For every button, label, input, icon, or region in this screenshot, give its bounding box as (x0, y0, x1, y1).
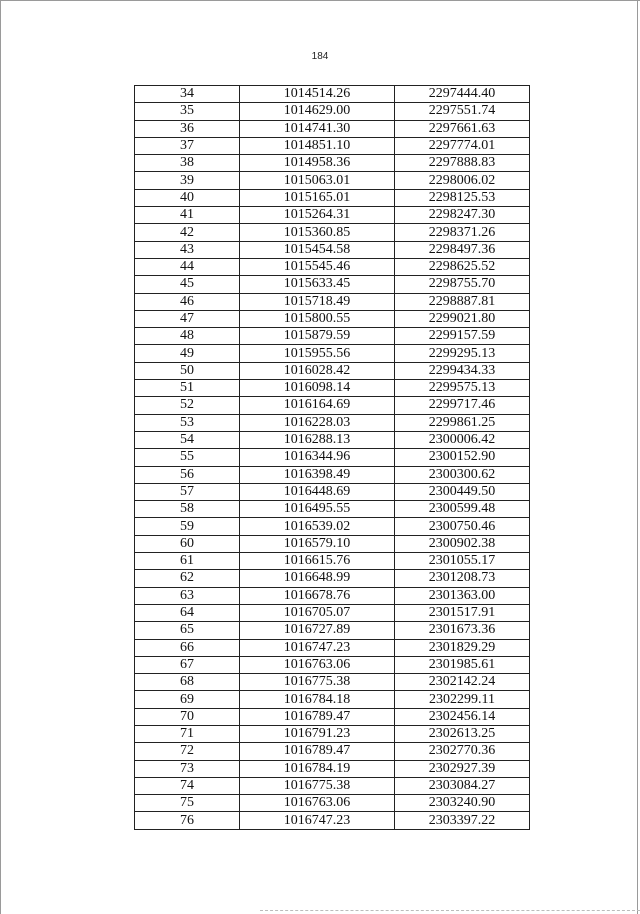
table-row (135, 674, 530, 691)
x-coordinate-cell: 1016784.18 (240, 691, 395, 708)
y-coordinate-cell: 2298371.26 (395, 224, 530, 241)
x-coordinate-cell: 1016747.23 (240, 639, 395, 656)
point-number-cell: 70 (135, 708, 240, 725)
x-coordinate-cell: 1016784.19 (240, 760, 395, 777)
y-coordinate-cell: 2302142.24 (395, 674, 530, 691)
y-coordinate-cell: 2298497.36 (395, 241, 530, 258)
y-coordinate-cell: 2300300.62 (395, 466, 530, 483)
y-coordinate-cell: 2298006.02 (395, 172, 530, 189)
y-coordinate-cell: 2297661.63 (395, 120, 530, 137)
x-coordinate-cell: 1016791.23 (240, 725, 395, 742)
y-coordinate-cell: 2300152.90 (395, 449, 530, 466)
table-row (135, 431, 530, 448)
x-coordinate-cell: 1016705.07 (240, 604, 395, 621)
y-coordinate-cell: 2299575.13 (395, 380, 530, 397)
x-coordinate-cell: 1015545.46 (240, 258, 395, 275)
y-coordinate-cell: 2297551.74 (395, 103, 530, 120)
table-row (135, 812, 530, 829)
point-number-cell: 69 (135, 691, 240, 708)
x-coordinate-cell: 1015879.59 (240, 328, 395, 345)
y-coordinate-cell: 2298625.52 (395, 258, 530, 275)
point-number-cell: 75 (135, 795, 240, 812)
table-row (135, 622, 530, 639)
table-row (135, 155, 530, 172)
x-coordinate-cell: 1016775.38 (240, 777, 395, 794)
x-coordinate-cell: 1016539.02 (240, 518, 395, 535)
y-coordinate-cell: 2297888.83 (395, 155, 530, 172)
table-row (135, 103, 530, 120)
point-number-cell: 47 (135, 310, 240, 327)
point-number-cell: 73 (135, 760, 240, 777)
x-coordinate-cell: 1015165.01 (240, 189, 395, 206)
table-row (135, 207, 530, 224)
table-row (135, 639, 530, 656)
table-row (135, 362, 530, 379)
point-number-cell: 63 (135, 587, 240, 604)
x-coordinate-cell: 1015955.56 (240, 345, 395, 362)
page-border-bottom (260, 910, 640, 912)
table-row (135, 518, 530, 535)
table-row (135, 258, 530, 275)
point-number-cell: 51 (135, 380, 240, 397)
y-coordinate-cell: 2300006.42 (395, 431, 530, 448)
point-number-cell: 74 (135, 777, 240, 794)
y-coordinate-cell: 2300599.48 (395, 501, 530, 518)
x-coordinate-cell: 1016763.06 (240, 656, 395, 673)
page-border-top (0, 0, 640, 1)
y-coordinate-cell: 2299157.59 (395, 328, 530, 345)
x-coordinate-cell: 1016775.38 (240, 674, 395, 691)
point-number-cell: 72 (135, 743, 240, 760)
table-row (135, 380, 530, 397)
point-number-cell: 43 (135, 241, 240, 258)
x-coordinate-cell: 1016164.69 (240, 397, 395, 414)
table-row (135, 345, 530, 362)
table-row (135, 708, 530, 725)
table-row (135, 328, 530, 345)
table-row (135, 466, 530, 483)
table-row (135, 224, 530, 241)
point-number-cell: 35 (135, 103, 240, 120)
table-row (135, 397, 530, 414)
x-coordinate-cell: 1014629.00 (240, 103, 395, 120)
x-coordinate-cell: 1016398.49 (240, 466, 395, 483)
point-number-cell: 66 (135, 639, 240, 656)
x-coordinate-cell: 1016288.13 (240, 431, 395, 448)
x-coordinate-cell: 1016763.06 (240, 795, 395, 812)
table-row (135, 587, 530, 604)
y-coordinate-cell: 2300750.46 (395, 518, 530, 535)
table-row (135, 483, 530, 500)
y-coordinate-cell: 2302299.11 (395, 691, 530, 708)
point-number-cell: 64 (135, 604, 240, 621)
y-coordinate-cell: 2301517.91 (395, 604, 530, 621)
point-number-cell: 56 (135, 466, 240, 483)
y-coordinate-cell: 2299861.25 (395, 414, 530, 431)
table-row (135, 777, 530, 794)
point-number-cell: 36 (135, 120, 240, 137)
table-row (135, 86, 530, 103)
table-row (135, 553, 530, 570)
point-number-cell: 76 (135, 812, 240, 829)
y-coordinate-cell: 2301055.17 (395, 553, 530, 570)
x-coordinate-cell: 1016344.96 (240, 449, 395, 466)
y-coordinate-cell: 2298755.70 (395, 276, 530, 293)
x-coordinate-cell: 1016579.10 (240, 535, 395, 552)
y-coordinate-cell: 2303397.22 (395, 812, 530, 829)
table-row (135, 535, 530, 552)
x-coordinate-cell: 1015718.49 (240, 293, 395, 310)
x-coordinate-cell: 1016727.89 (240, 622, 395, 639)
point-number-cell: 60 (135, 535, 240, 552)
point-number-cell: 57 (135, 483, 240, 500)
point-number-cell: 46 (135, 293, 240, 310)
y-coordinate-cell: 2301985.61 (395, 656, 530, 673)
y-coordinate-cell: 2300902.38 (395, 535, 530, 552)
y-coordinate-cell: 2301829.29 (395, 639, 530, 656)
page-border-left (0, 0, 1, 914)
coordinates-table (134, 85, 530, 830)
y-coordinate-cell: 2298887.81 (395, 293, 530, 310)
point-number-cell: 52 (135, 397, 240, 414)
x-coordinate-cell: 1014958.36 (240, 155, 395, 172)
x-coordinate-cell: 1015063.01 (240, 172, 395, 189)
table-row (135, 172, 530, 189)
point-number-cell: 48 (135, 328, 240, 345)
table-row (135, 795, 530, 812)
table-row (135, 743, 530, 760)
point-number-cell: 54 (135, 431, 240, 448)
point-number-cell: 42 (135, 224, 240, 241)
point-number-cell: 38 (135, 155, 240, 172)
y-coordinate-cell: 2298125.53 (395, 189, 530, 206)
point-number-cell: 62 (135, 570, 240, 587)
point-number-cell: 53 (135, 414, 240, 431)
y-coordinate-cell: 2302927.39 (395, 760, 530, 777)
point-number-cell: 71 (135, 725, 240, 742)
table-row (135, 189, 530, 206)
point-number-cell: 44 (135, 258, 240, 275)
x-coordinate-cell: 1016228.03 (240, 414, 395, 431)
x-coordinate-cell: 1016098.14 (240, 380, 395, 397)
y-coordinate-cell: 2302770.36 (395, 743, 530, 760)
x-coordinate-cell: 1015264.31 (240, 207, 395, 224)
point-number-cell: 58 (135, 501, 240, 518)
y-coordinate-cell: 2299295.13 (395, 345, 530, 362)
point-number-cell: 34 (135, 86, 240, 103)
x-coordinate-cell: 1016028.42 (240, 362, 395, 379)
y-coordinate-cell: 2297444.40 (395, 86, 530, 103)
point-number-cell: 59 (135, 518, 240, 535)
y-coordinate-cell: 2301208.73 (395, 570, 530, 587)
x-coordinate-cell: 1016747.23 (240, 812, 395, 829)
y-coordinate-cell: 2297774.01 (395, 137, 530, 154)
x-coordinate-cell: 1015360.85 (240, 224, 395, 241)
table-row (135, 276, 530, 293)
y-coordinate-cell: 2301673.36 (395, 622, 530, 639)
x-coordinate-cell: 1016648.99 (240, 570, 395, 587)
y-coordinate-cell: 2299021.80 (395, 310, 530, 327)
y-coordinate-cell: 2303084.27 (395, 777, 530, 794)
x-coordinate-cell: 1014851.10 (240, 137, 395, 154)
y-coordinate-cell: 2299717.46 (395, 397, 530, 414)
table-row (135, 570, 530, 587)
table-row (135, 760, 530, 777)
y-coordinate-cell: 2301363.00 (395, 587, 530, 604)
y-coordinate-cell: 2298247.30 (395, 207, 530, 224)
page-border-right (637, 0, 638, 914)
table-row (135, 414, 530, 431)
x-coordinate-cell: 1016615.76 (240, 553, 395, 570)
table-row (135, 241, 530, 258)
point-number-cell: 49 (135, 345, 240, 362)
point-number-cell: 68 (135, 674, 240, 691)
table-row (135, 449, 530, 466)
point-number-cell: 61 (135, 553, 240, 570)
x-coordinate-cell: 1016789.47 (240, 743, 395, 760)
x-coordinate-cell: 1016448.69 (240, 483, 395, 500)
point-number-cell: 40 (135, 189, 240, 206)
x-coordinate-cell: 1014514.26 (240, 86, 395, 103)
y-coordinate-cell: 2302456.14 (395, 708, 530, 725)
table-row (135, 501, 530, 518)
x-coordinate-cell: 1016495.55 (240, 501, 395, 518)
table-row (135, 293, 530, 310)
y-coordinate-cell: 2302613.25 (395, 725, 530, 742)
x-coordinate-cell: 1014741.30 (240, 120, 395, 137)
table-row (135, 310, 530, 327)
x-coordinate-cell: 1016789.47 (240, 708, 395, 725)
point-number-cell: 37 (135, 137, 240, 154)
point-number-cell: 55 (135, 449, 240, 466)
y-coordinate-cell: 2300449.50 (395, 483, 530, 500)
x-coordinate-cell: 1015454.58 (240, 241, 395, 258)
page-number: 184 (311, 51, 329, 62)
table-row (135, 604, 530, 621)
table-row (135, 691, 530, 708)
point-number-cell: 50 (135, 362, 240, 379)
point-number-cell: 41 (135, 207, 240, 224)
y-coordinate-cell: 2303240.90 (395, 795, 530, 812)
x-coordinate-cell: 1015633.45 (240, 276, 395, 293)
point-number-cell: 45 (135, 276, 240, 293)
point-number-cell: 39 (135, 172, 240, 189)
x-coordinate-cell: 1016678.76 (240, 587, 395, 604)
point-number-cell: 65 (135, 622, 240, 639)
coordinates-table-body (135, 86, 530, 830)
table-row (135, 725, 530, 742)
table-row (135, 137, 530, 154)
y-coordinate-cell: 2299434.33 (395, 362, 530, 379)
table-row (135, 120, 530, 137)
point-number-cell: 67 (135, 656, 240, 673)
x-coordinate-cell: 1015800.55 (240, 310, 395, 327)
table-row (135, 656, 530, 673)
